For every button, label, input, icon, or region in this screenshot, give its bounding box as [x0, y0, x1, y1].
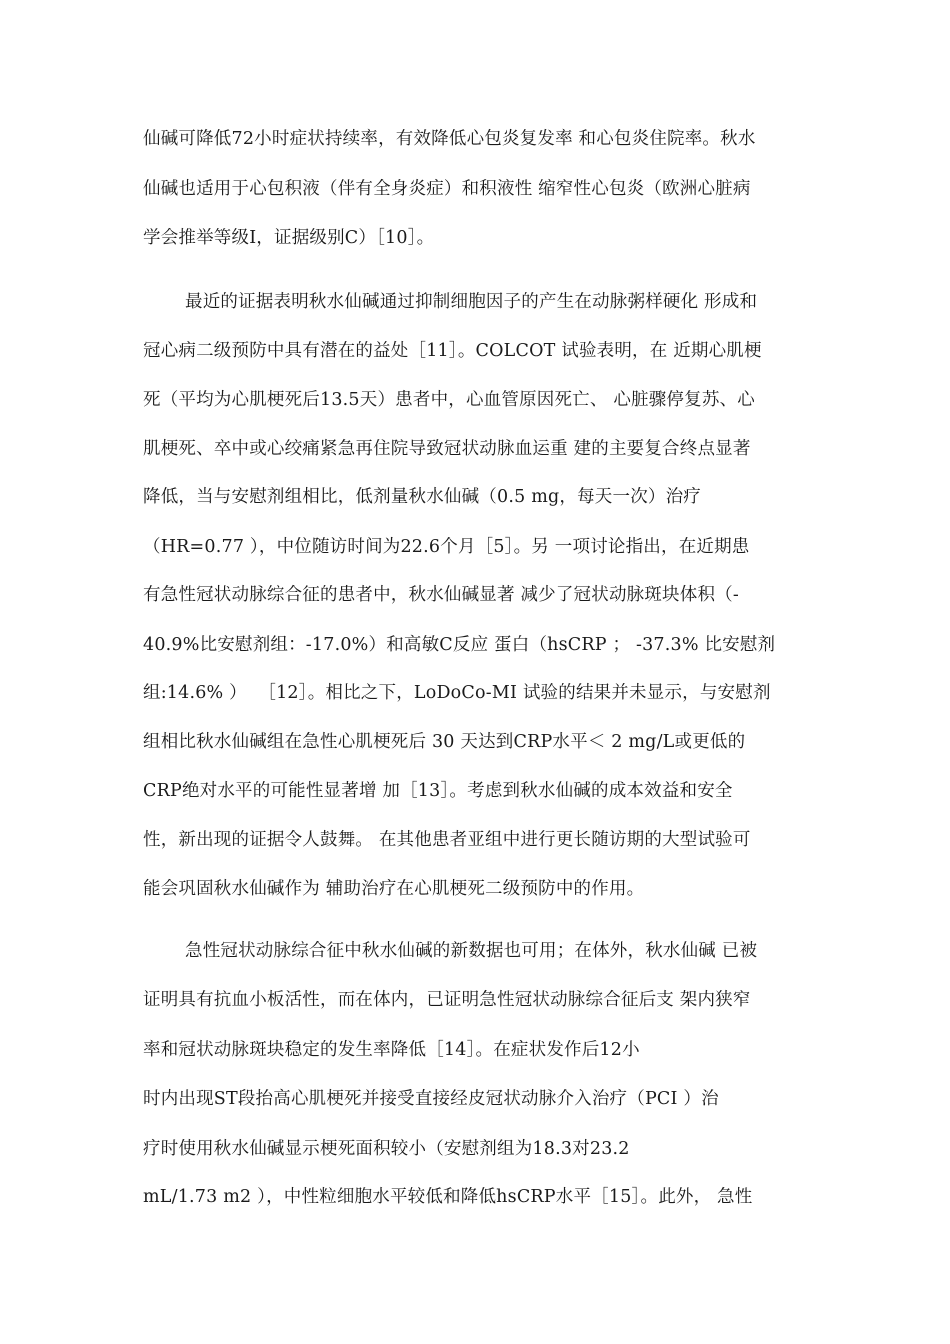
text-line: 能会巩固秋水仙碱作为 辅助治疗在心肌梗死二级预防中的作用。	[143, 879, 645, 899]
text-line: 40.9%比安慰剂组：-17.0%）和高敏C反应 蛋白（hsCRP ； -37.3% 比安慰剂	[143, 635, 776, 655]
text-line: 疗时使用秋水仙碱显示梗死面积较小（安慰剂组为18.3对23.2	[143, 1139, 630, 1159]
text-line: 急性冠状动脉综合征中秋水仙碱的新数据也可用；在体外，秋水仙碱 已被	[185, 941, 758, 961]
text-line: 仙碱可降低72小时症状持续率，有效降低心包炎复发率 和心包炎住院率。秋水	[143, 129, 756, 149]
text-line: 学会推举等级I，证据级别C）［10］。	[143, 228, 435, 248]
text-line: 证明具有抗血小板活性，而在体内，已证明急性冠状动脉综合征后支 架内狭窄	[143, 990, 751, 1010]
text-line: 死（平均为心肌梗死后13.5天）患者中，心血管原因死亡、 心脏骤停复苏、心	[143, 390, 755, 410]
text-line: （HR=0.77 ），中位随访时间为22.6个月［5］。另 一项讨论指出，在近期患	[143, 537, 750, 557]
text-line: 组:14.6% ） ［12］。相比之下，LoDoCo-MI 试验的结果并未显示，与安慰剂	[143, 683, 771, 703]
text-line: 最近的证据表明秋水仙碱通过抑制细胞因子的产生在动脉粥样硬化 形成和	[185, 292, 758, 312]
text-line: 降低，当与安慰剂组相比，低剂量秋水仙碱（0.5 mg，每天一次）治疗	[143, 487, 701, 507]
text-line: CRP绝对水平的可能性显著增 加［13］。考虑到秋水仙碱的成本效益和安全	[143, 781, 733, 801]
text-line: mL/1.73 m2 ），中性粒细胞水平较低和降低hsCRP水平［15］。此外， 急性	[143, 1187, 753, 1207]
text-line: 组相比秋水仙碱组在急性心肌梗死后 30 天达到CRP水平＜ 2 mg/L或更低的	[143, 732, 746, 752]
text-line: 时内出现ST段抬高心肌梗死并接受直接经皮冠状动脉介入治疗（PCI ）治	[143, 1089, 719, 1109]
text-line: 仙碱也适用于心包积液（伴有全身炎症）和积液性 缩窄性心包炎（欧洲心脏病	[143, 179, 751, 199]
text-line: 性，新出现的证据令人鼓舞。 在其他患者亚组中进行更长随访期的大型试验可	[143, 830, 751, 850]
text-line: 率和冠状动脉斑块稳定的发生率降低［14］。在症状发作后12小	[143, 1040, 640, 1060]
text-line: 肌梗死、卒中或心绞痛紧急再住院导致冠状动脉血运重 建的主要复合终点显著	[143, 439, 751, 459]
text-line: 有急性冠状动脉综合征的患者中，秋水仙碱显著 减少了冠状动脉斑块体积（-	[143, 585, 739, 605]
text-line: 冠心病二级预防中具有潜在的益处［11］。COLCOT 试验表明，在 近期心肌梗	[143, 341, 762, 361]
